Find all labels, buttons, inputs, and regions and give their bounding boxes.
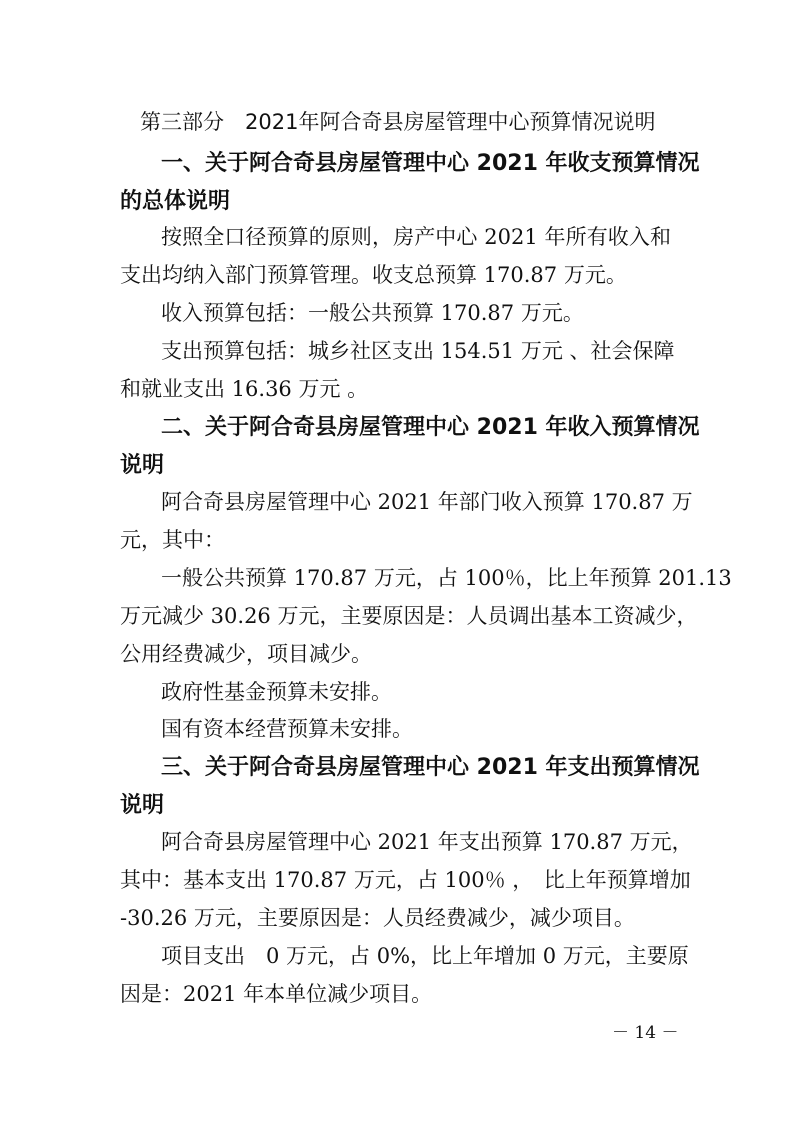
section1-heading-line1: 一、关于阿合奇县房屋管理中心 2021 年收支预算情况 xyxy=(161,151,700,176)
page-number: － 14 － xyxy=(612,1023,679,1043)
s3-paragraph2-line2: 因是：2021 年本单位减少项目。 xyxy=(120,982,433,1006)
s2-paragraph2-line3: 公用经费减少，项目减少。 xyxy=(120,642,372,666)
s1-paragraph1-line1: 按照全口径预算的原则，房产中心 2021 年所有收入和 xyxy=(161,225,671,249)
s1-paragraph3-line2: 和就业支出 16.36 万元 。 xyxy=(120,377,369,401)
section2-heading-line2: 说明 xyxy=(120,453,165,478)
s1-paragraph1-line2: 支出均纳入部门预算管理。收支总预算 170.87 万元。 xyxy=(120,263,627,287)
s3-paragraph2-line1: 项目支出 0 万元，占 0%，比上年增加 0 万元，主要原 xyxy=(161,944,689,968)
s2-paragraph1-line1: 阿合奇县房屋管理中心 2021 年部门收入预算 170.87 万 xyxy=(161,490,693,514)
s2-paragraph2-line2: 万元减少 30.26 万元，主要原因是：人员调出基本工资减少， xyxy=(120,604,698,628)
section3-heading-line2: 说明 xyxy=(120,793,165,818)
section3-heading-line1: 三、关于阿合奇县房屋管理中心 2021 年支出预算情况 xyxy=(161,755,700,780)
section1-heading-line2: 的总体说明 xyxy=(120,189,231,214)
s3-paragraph1-line1: 阿合奇县房屋管理中心 2021 年支出预算 170.87 万元， xyxy=(161,830,693,854)
s3-paragraph1-line3: -30.26 万元，主要原因是：人员经费减少，减少项目。 xyxy=(120,906,635,930)
s1-paragraph3-line1: 支出预算包括：城乡社区支出 154.51 万元 、社会保障 xyxy=(161,339,675,363)
s2-paragraph3: 政府性基金预算未安排。 xyxy=(161,680,392,704)
section2-heading-line1: 二、关于阿合奇县房屋管理中心 2021 年收入预算情况 xyxy=(161,415,700,440)
s2-paragraph2-line1: 一般公共预算 170.87 万元，占 100％，比上年预算 201.13 xyxy=(161,566,732,590)
page-title: 第三部分 2021年阿合奇县房屋管理中心预算情况说明 xyxy=(140,110,656,134)
s3-paragraph1-line2: 其中：基本支出 170.87 万元，占 100％ ， 比上年预算增加 xyxy=(120,868,691,892)
s2-paragraph4: 国有资本经营预算未安排。 xyxy=(161,717,413,741)
s1-paragraph2: 收入预算包括：一般公共预算 170.87 万元。 xyxy=(161,301,584,325)
s2-paragraph1-line2: 元，其中： xyxy=(120,528,225,552)
